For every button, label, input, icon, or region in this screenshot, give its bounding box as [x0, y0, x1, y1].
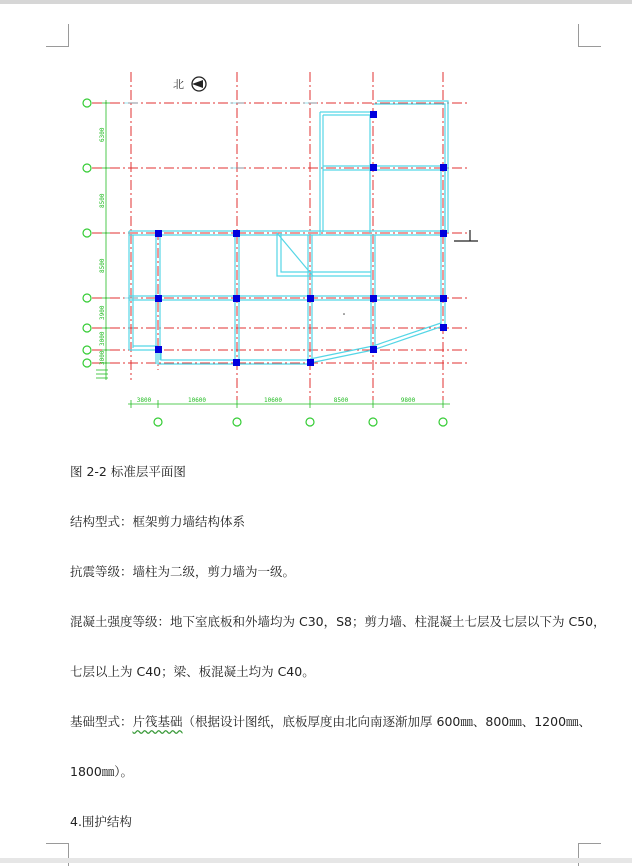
- north-arrow: [173, 77, 206, 91]
- north-label: 北: [173, 78, 184, 91]
- dim-left-6: 3000: [99, 350, 106, 365]
- dimension-labels-bottom: [137, 397, 416, 404]
- axis-bubbles-left: [83, 99, 91, 367]
- axis-bubbles-bottom: [154, 418, 447, 426]
- foundation-label: 基础型式：: [70, 714, 133, 729]
- dim-left-4: 3900: [99, 305, 106, 320]
- dim-bottom-4: 8500: [333, 397, 349, 404]
- dot-mark: [343, 313, 345, 315]
- dim-bottom-1: 3800: [136, 397, 152, 404]
- figure-caption: 图 2-2 标准层平面图: [70, 464, 186, 479]
- dim-left-2: 8500: [99, 193, 106, 208]
- margin-mark-top-left: [46, 24, 69, 47]
- top-bar: [0, 0, 632, 4]
- dimension-lines: [96, 100, 450, 408]
- dim-left-5: 3000: [99, 331, 106, 346]
- foundation-detail: （根据设计图纸，底板厚度由北向南逐渐加厚 600㎜、800㎜、1200㎜、: [182, 714, 592, 729]
- paragraph-structure-type: 结构型式：框架剪力墙结构体系: [70, 514, 246, 529]
- section-mark: [454, 230, 478, 241]
- paragraph-concrete-grade: 混凝土强度等级：地下室底板和外墙均为 C30，S8；剪力墙、柱混凝土七层及七层以下为 C50，: [70, 614, 606, 629]
- dim-bottom-2: 10600: [187, 397, 207, 404]
- floor-plan-figure: [78, 70, 478, 432]
- margin-mark-top-right: [578, 24, 601, 47]
- paragraph-seismic-grade: 抗震等级：墙柱为二级，剪力墙为一级。: [70, 564, 296, 579]
- bottom-bar: [0, 858, 632, 863]
- dimension-labels-left: [99, 127, 106, 365]
- dim-bottom-3: 10600: [263, 397, 283, 404]
- section-heading-enclosure: 4.围护结构: [70, 814, 132, 829]
- paragraph-concrete-grade-cont: 七层以上为 C40；梁、板混凝土均为 C40。: [70, 664, 315, 679]
- dim-left-3: 8500: [99, 258, 106, 273]
- dim-left-1: 6300: [99, 127, 106, 142]
- paragraph-foundation-type: [70, 712, 591, 730]
- grid-lines-vertical: [131, 72, 443, 400]
- grid-cross-marks: [124, 103, 317, 298]
- foundation-type-value: 片筏基础: [132, 714, 183, 729]
- dim-bottom-5: 9800: [400, 397, 416, 404]
- paragraph-foundation-cont: 1800㎜）。: [70, 764, 134, 779]
